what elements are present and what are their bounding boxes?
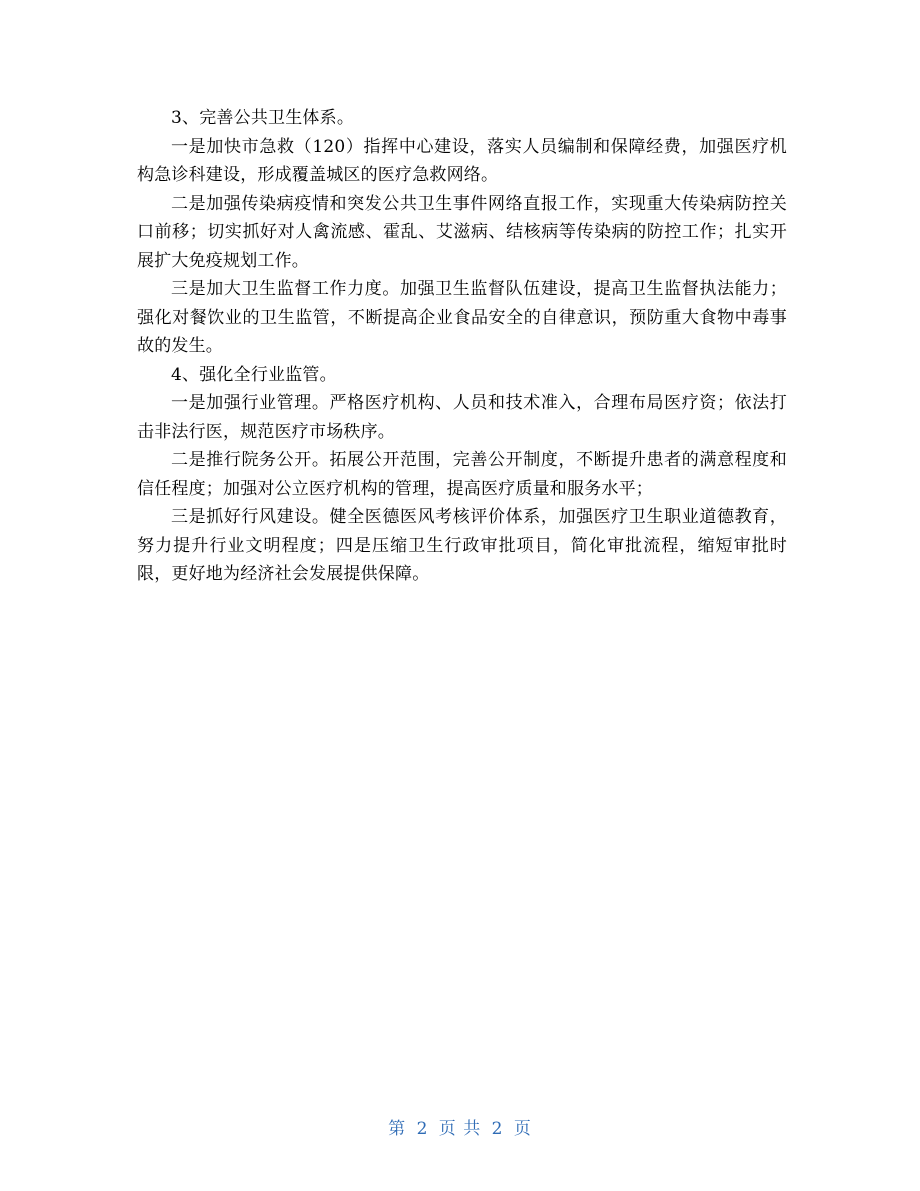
footer-prefix: 第 xyxy=(388,1119,407,1139)
paragraph: 一是加快市急救（120）指挥中心建设，落实人员编制和保障经费，加强医疗机构急诊科建设，形成覆盖城区的医疗急救网络。 xyxy=(137,136,787,185)
section-heading-4: 4、强化全行业监管。 xyxy=(171,364,337,385)
footer-suffix: 页 xyxy=(513,1119,532,1139)
paragraph: 一是加强行业管理。严格医疗机构、人员和技术准入，合理布局医疗资；依法打击非法行医，规范医疗市场秩序。 xyxy=(137,393,787,442)
paragraph: 三是抓好行风建设。健全医德医风考核评价体系，加强医疗卫生职业道德教育，努力提升行业文明程度；四是压缩卫生行政审批项目，简化审批流程，缩短审批时限，更好地为经济社会发展提供保障。 xyxy=(137,507,787,584)
section-heading-3: 3、完善公共卫生体系。 xyxy=(171,108,355,128)
paragraph: 二是推行院务公开。拓展公开范围，完善公开制度，不断提升患者的满意程度和信任程度；加强对公立医疗机构的管理，提高医疗质量和服务水平； xyxy=(137,450,787,499)
paragraph: 三是加大卫生监督工作力度。加强卫生监督队伍建设，提高卫生监督执法能力；强化对餐饮业的卫生监管，不断提高企业食品安全的自律意识，预防重大食物中毒事故的发生。 xyxy=(137,279,787,356)
page-number-footer xyxy=(0,1114,920,1139)
paragraph: 二是加强传染病疫情和突发公共卫生事件网络直报工作，实现重大传染病防控关口前移；切实抓好对人禽流感、霍乱、艾滋病、结核病等传染病的防控工作；扎实开展扩大免疫规划工作。 xyxy=(137,193,787,271)
total-page-count: 2 xyxy=(491,1119,504,1139)
current-page-number: 2 xyxy=(416,1119,429,1139)
footer-middle: 页 共 xyxy=(438,1119,482,1139)
document-body xyxy=(137,104,787,589)
